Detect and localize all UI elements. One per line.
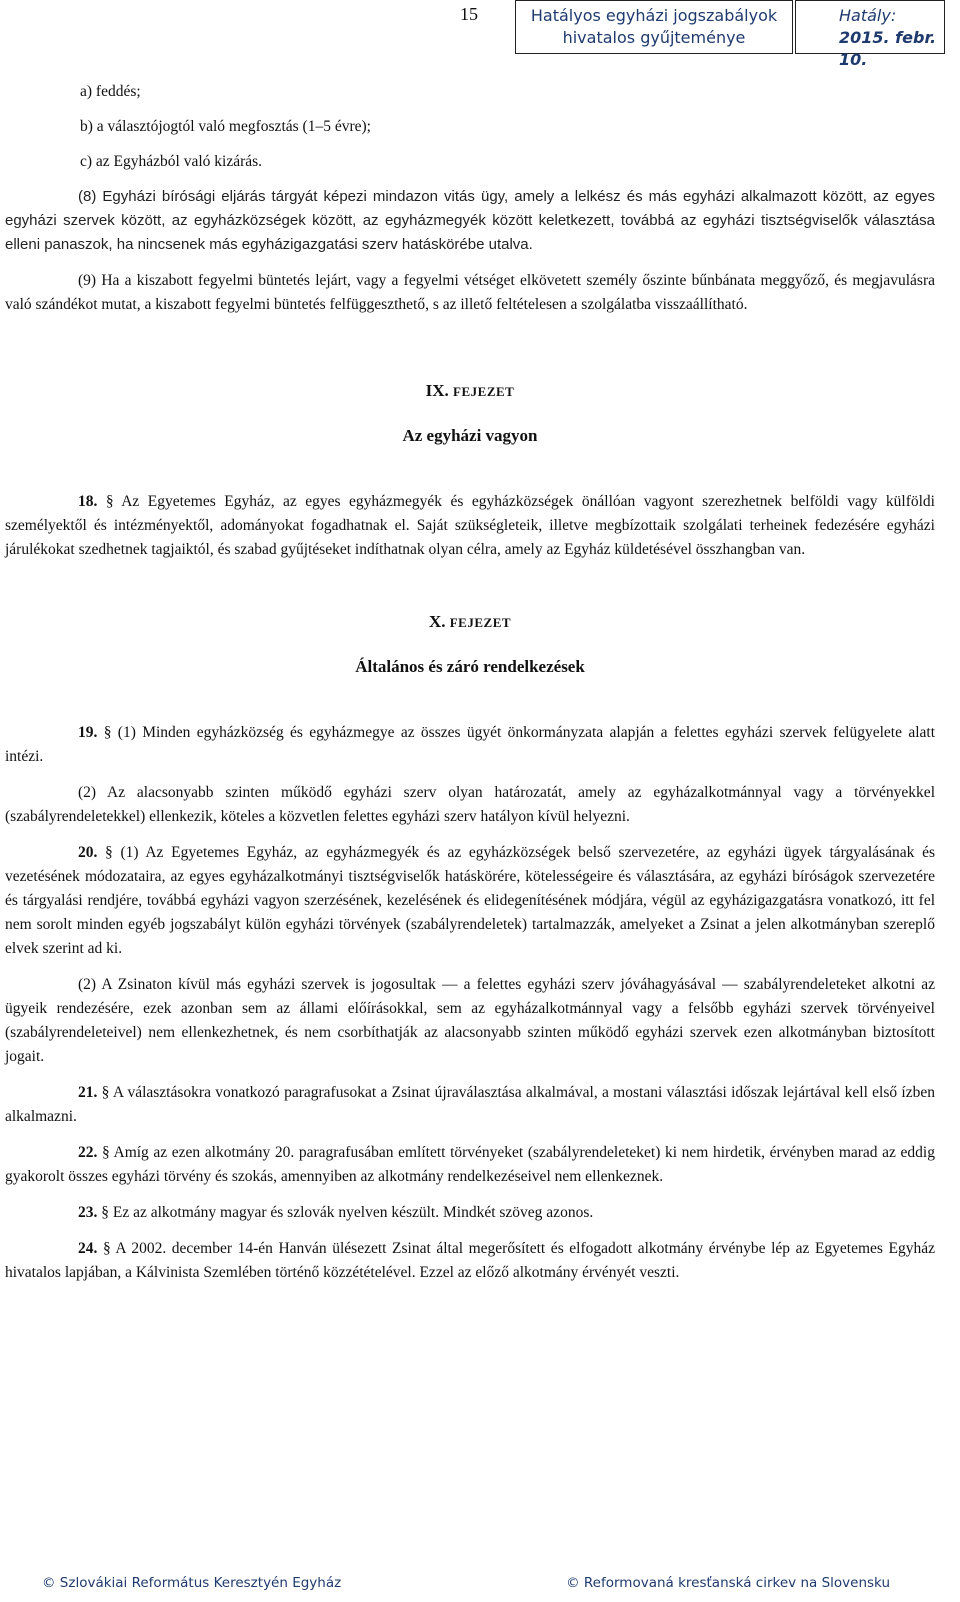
section-24-number: 24. (78, 1240, 98, 1257)
list-item-c: c) az Egyházból való kizárás. (80, 153, 263, 170)
paragraph-9: (9) Ha a kiszabott fegyelmi büntetés lejárt, vagy a fegyelmi vétséget elkövetett személy őszinte bűnbánata meggyőző, és megjavulásra való szándékot mutat, a kiszabott fegyelmi büntetés felfüggeszthető, s az illető feltételesen a szolgálatba visszaállítható. (5, 272, 935, 313)
section-20-text: § (1) Az Egyetemes Egyház, az egyházmegyék és az egyházközségek belső szervezetére, az egyházi ügyek tárgyalásának és vezetésének módozataira, az egyes egyházalkotmányi tisztségviselők hatáskörére, kötelességeire és választására, az egyházi bíróságok szervezetére és tárgyalási rendjére, továbbá egyházi vagyon szerzésének, kezelésének és elidegenítésének módjára, végül az egyházigazgatásra vonatkozó, itt fel nem sorolt minden egyéb jogszabályt külön egyházi törvények (szabályrendeletek) tartalmazzák, amelyeket a Zsinat a jelen alkotmányban szereplő elvek szerint ad ki. (5, 844, 935, 957)
page-number: 15 (460, 4, 478, 24)
chapter-10-title: Általános és záró rendelkezések (355, 657, 585, 676)
chapter-10-word: FEJEZET (449, 615, 512, 630)
chapter-10-heading (5, 610, 935, 635)
section-18-number: 18. (78, 493, 98, 510)
section-20 (5, 841, 935, 961)
section-22-text: § Amíg az ezen alkotmány 20. paragrafusában említett törvényeket (szabályrendeleteket) ki nem hirdetik, érvényben marad az eddig gyakorolt összes egyházi törvény és szokás, amennyiben az alkotmány rendelkezéseivel nem ellenkeznek. (5, 1144, 935, 1185)
section-21-number: 21. (78, 1084, 98, 1101)
section-18 (5, 490, 935, 562)
section-23-text: § Ez az alkotmány magyar és szlovák nyelven készült. Mindkét szöveg azonos. (97, 1204, 594, 1221)
footer-copyright-sk: © Reformovaná kresťanská cirkev na Slovensku (566, 1575, 890, 1591)
effect-date: 2015. febr. 10. (839, 28, 937, 69)
section-24-text: § A 2002. december 14-én Hanván ülésezett Zsinat által megerősített és elfogadott alkotmány érvénybe lép az Egyetemes Egyház hivatalos lapjában, a Kálvinista Szemlében történő közzétételével. Ezzel az előző alkotmány érvényét veszti. (5, 1240, 935, 1281)
chapter-9-title: Az egyházi vagyon (402, 426, 538, 445)
effect-date-box (795, 0, 945, 69)
section-19-text: § (1) Minden egyházközség és egyházmegye az összes ügyét önkormányzata alapján a felettes egyházi szervek felügyelete alatt intézi. (5, 724, 935, 765)
chapter-9-roman: IX. (425, 381, 449, 400)
chapter-10-roman: X. (428, 612, 446, 631)
section-18-text: § Az Egyetemes Egyház, az egyes egyházmegyék és egyházközségek önállóan vagyont szerezhetnek belföldi vagy külföldi személyektől és intézményektől, adományokat fogadhatnak el. Saját szükségleteik, illetve megbízottaik szolgálati terheinek fedezésére egyházi járulékokat szedhetnek tagjaiktól, és szabad gyűjtéseket indíthatnak olyan célra, amely az Egyház küldetésével összhangban van. (5, 493, 935, 558)
chapter-9-word: FEJEZET (453, 384, 515, 399)
collection-title-box (515, 0, 793, 54)
page-header (0, 0, 960, 69)
section-23 (5, 1201, 935, 1225)
chapter-9-heading (5, 379, 935, 404)
footer-copyright-hu: © Szlovákiai Református Keresztyén Egyház (42, 1575, 342, 1591)
effect-label: Hatály: (839, 6, 897, 25)
section-24 (5, 1237, 935, 1285)
document-body (5, 80, 935, 1297)
section-19-2: (2) Az alacsonyabb szinten működő egyházi szerv olyan határozatát, amely az egyházalkotmánnyal vagy a törvényekkel (szabályrendeletekkel) ellenkezik, köteles a közvetlen felettes egyházi szerv hatályon kívül helyezni. (5, 784, 935, 825)
section-22-number: 22. (78, 1144, 98, 1161)
section-23-number: 23. (78, 1204, 98, 1221)
section-19 (5, 721, 935, 769)
section-22 (5, 1141, 935, 1189)
list-item-a: a) feddés; (80, 83, 141, 100)
list-item-b: b) a választójogtól való megfosztás (1–5 évre); (80, 118, 371, 135)
section-20-2: (2) A Zsinaton kívül más egyházi szervek is jogosultak — a felettes egyházi szerv jóváhagyásával — szabályrendeleteket alkotni az ügyeik rendezésére, ezek azonban sem az állami előírásokkal, sem az egyházalkotmánnyal vagy a felsőbb egyházi szervek törvényeivel (szabályrendeleteivel) nem ellenkezhetnek, és nem csorbíthatják az alacsonyabb szinten működő egyházi szervek ezen alkotmányban biztosított jogait. (5, 976, 935, 1065)
section-21-text: § A választásokra vonatkozó paragrafusokat a Zsinat újraválasztása alkalmával, a mostani választási időszak lejártával kell első ízben alkalmazni. (5, 1084, 935, 1125)
section-19-number: 19. (78, 724, 98, 741)
section-20-number: 20. (78, 844, 98, 861)
section-21 (5, 1081, 935, 1129)
collection-title-line1: Hatályos egyházi jogszabályok (530, 6, 778, 25)
collection-title-line2: hivatalos gyűjteménye (562, 28, 746, 47)
page-footer (0, 1575, 960, 1599)
paragraph-8: (8) Egyházi bírósági eljárás tárgyát képezi mindazon vitás ügy, amely a lelkész és más egyházi alkalmazott között, az egyes egyházi szervek között, az egyházközségek között, az egyházmegyék között keletkezett, továbbá az egyházi tisztségviselők választása elleni panaszok, ha nincsenek más egyházigazgatási szerv hatáskörébe utalva. (5, 188, 935, 253)
